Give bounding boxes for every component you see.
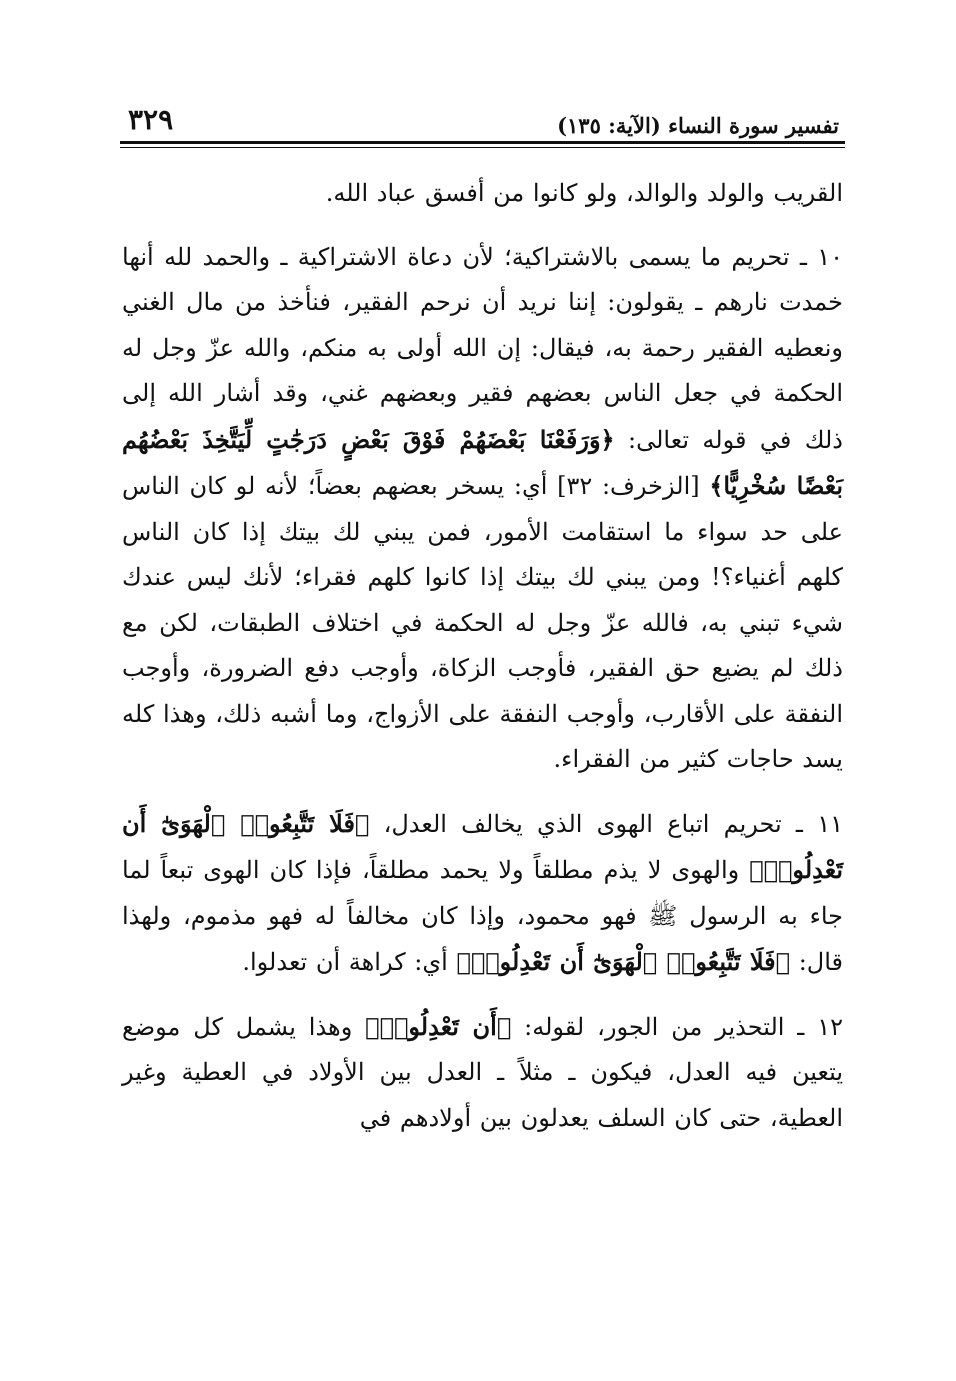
book-page: [120, 95, 845, 1355]
quran-verse: ﴿أَن تَعْدِلُوا۟﴾: [365, 1011, 512, 1041]
quran-verse: ﴿وَرَفَعْنَا بَعْضَهُمْ فَوْقَ بَعْضٍ دَرَجَٰتٍ لِّيَتَّخِذَ بَعْضُهُم بَعْضًا سُخْرِيًّا﴾: [122, 424, 844, 500]
body-text: [120, 171, 845, 1141]
running-header: [120, 95, 845, 143]
paragraph-text: أي: كراهة أن تعدلوا.: [242, 948, 448, 976]
paragraph-text: ١٢ ـ التحذير من الجور، لقوله:: [524, 1012, 843, 1041]
paragraph-3: [122, 801, 843, 986]
page-number: ٣٢٩: [128, 103, 174, 136]
header-title: تفسير سورة النساء (الآية: ١٣٥): [557, 113, 839, 138]
quran-verse: ﴿فَلَا تَتَّبِعُوا۟ ٱلْهَوَىٰٓ أَن تَعْدِلُوا۟﴾: [122, 808, 843, 884]
paragraph-2: [122, 235, 843, 783]
paragraph-text: القريب والولد والوالد، ولو كانوا من أفسق عباد الله.: [325, 179, 843, 207]
paragraph-text: ١٠ ـ تحريم ما يسمى بالاشتراكية؛ لأن دعاة الاشتراكية ـ والحمد لله أنها خمدت نارهم ـ يقولون: إننا نريد أن نرحم الفقير، فنأخذ من مال الغني ونعطيه الفقير رحمة به، فيقال: إن الله أولى به منكم، والله عزّ وجل له الحكمة في جعل الناس بعضهم فقير وبعضهم غني، وقد أشار الله إلى ذلك في قوله تعالى:: [122, 242, 843, 454]
paragraph-text: ١١ ـ تحريم اتباع الهوى الذي يخالف العدل،: [383, 809, 843, 838]
paragraph-4: [122, 1004, 843, 1142]
paragraph-text: وهذا يشمل كل موضع يتعين فيه العدل، فيكون ـ مثلاً ـ العدل بين الأولاد في العطية وغير العطية، حتى كان السلف يعدلون بين أولادهم في: [122, 1012, 843, 1132]
quran-verse: ﴿فَلَا تَتَّبِعُوا۟ ٱلْهَوَىٰٓ أَن تَعْدِلُوا۟﴾: [456, 947, 791, 976]
header-rule-thin: [120, 147, 845, 148]
paragraph-text: [الزخرف: ٣٢] أي: يسخر بعضهم بعضاً؛ لأنه لو كان الناس على حد سواء ما استقامت الأمور، فمن يبني لك بيتك إذا كان الناس كلهم أغنياء؟! ومن يبني لك بيتك إذا كانوا كلهم فقراء؛ لأنك ليس عندك شيء تبني به، فالله عزّ وجل له الحكمة في اختلاف الطبقات، لكن مع ذلك لم يضيع حق الفقير، فأوجب الزكاة، وأوجب دفع الضرورة، وأوجب النفقة على الأقارب، وأوجب النفقة على الأزواج، وما أشبه ذلك، وهذا كله يسد حاجات كثير من الفقراء.: [122, 472, 843, 773]
paragraph-text: والهوى لا يذم مطلقاً ولا يحمد مطلقاً، فإذا كان الهوى تبعاً لما جاء به الرسول ﷺ فهو محمود، وإذا كان مخالفاً له فهو مذموم، ولهذا قال:: [122, 856, 843, 976]
header-rule-thick: [120, 141, 845, 144]
paragraph-1: [122, 171, 843, 217]
